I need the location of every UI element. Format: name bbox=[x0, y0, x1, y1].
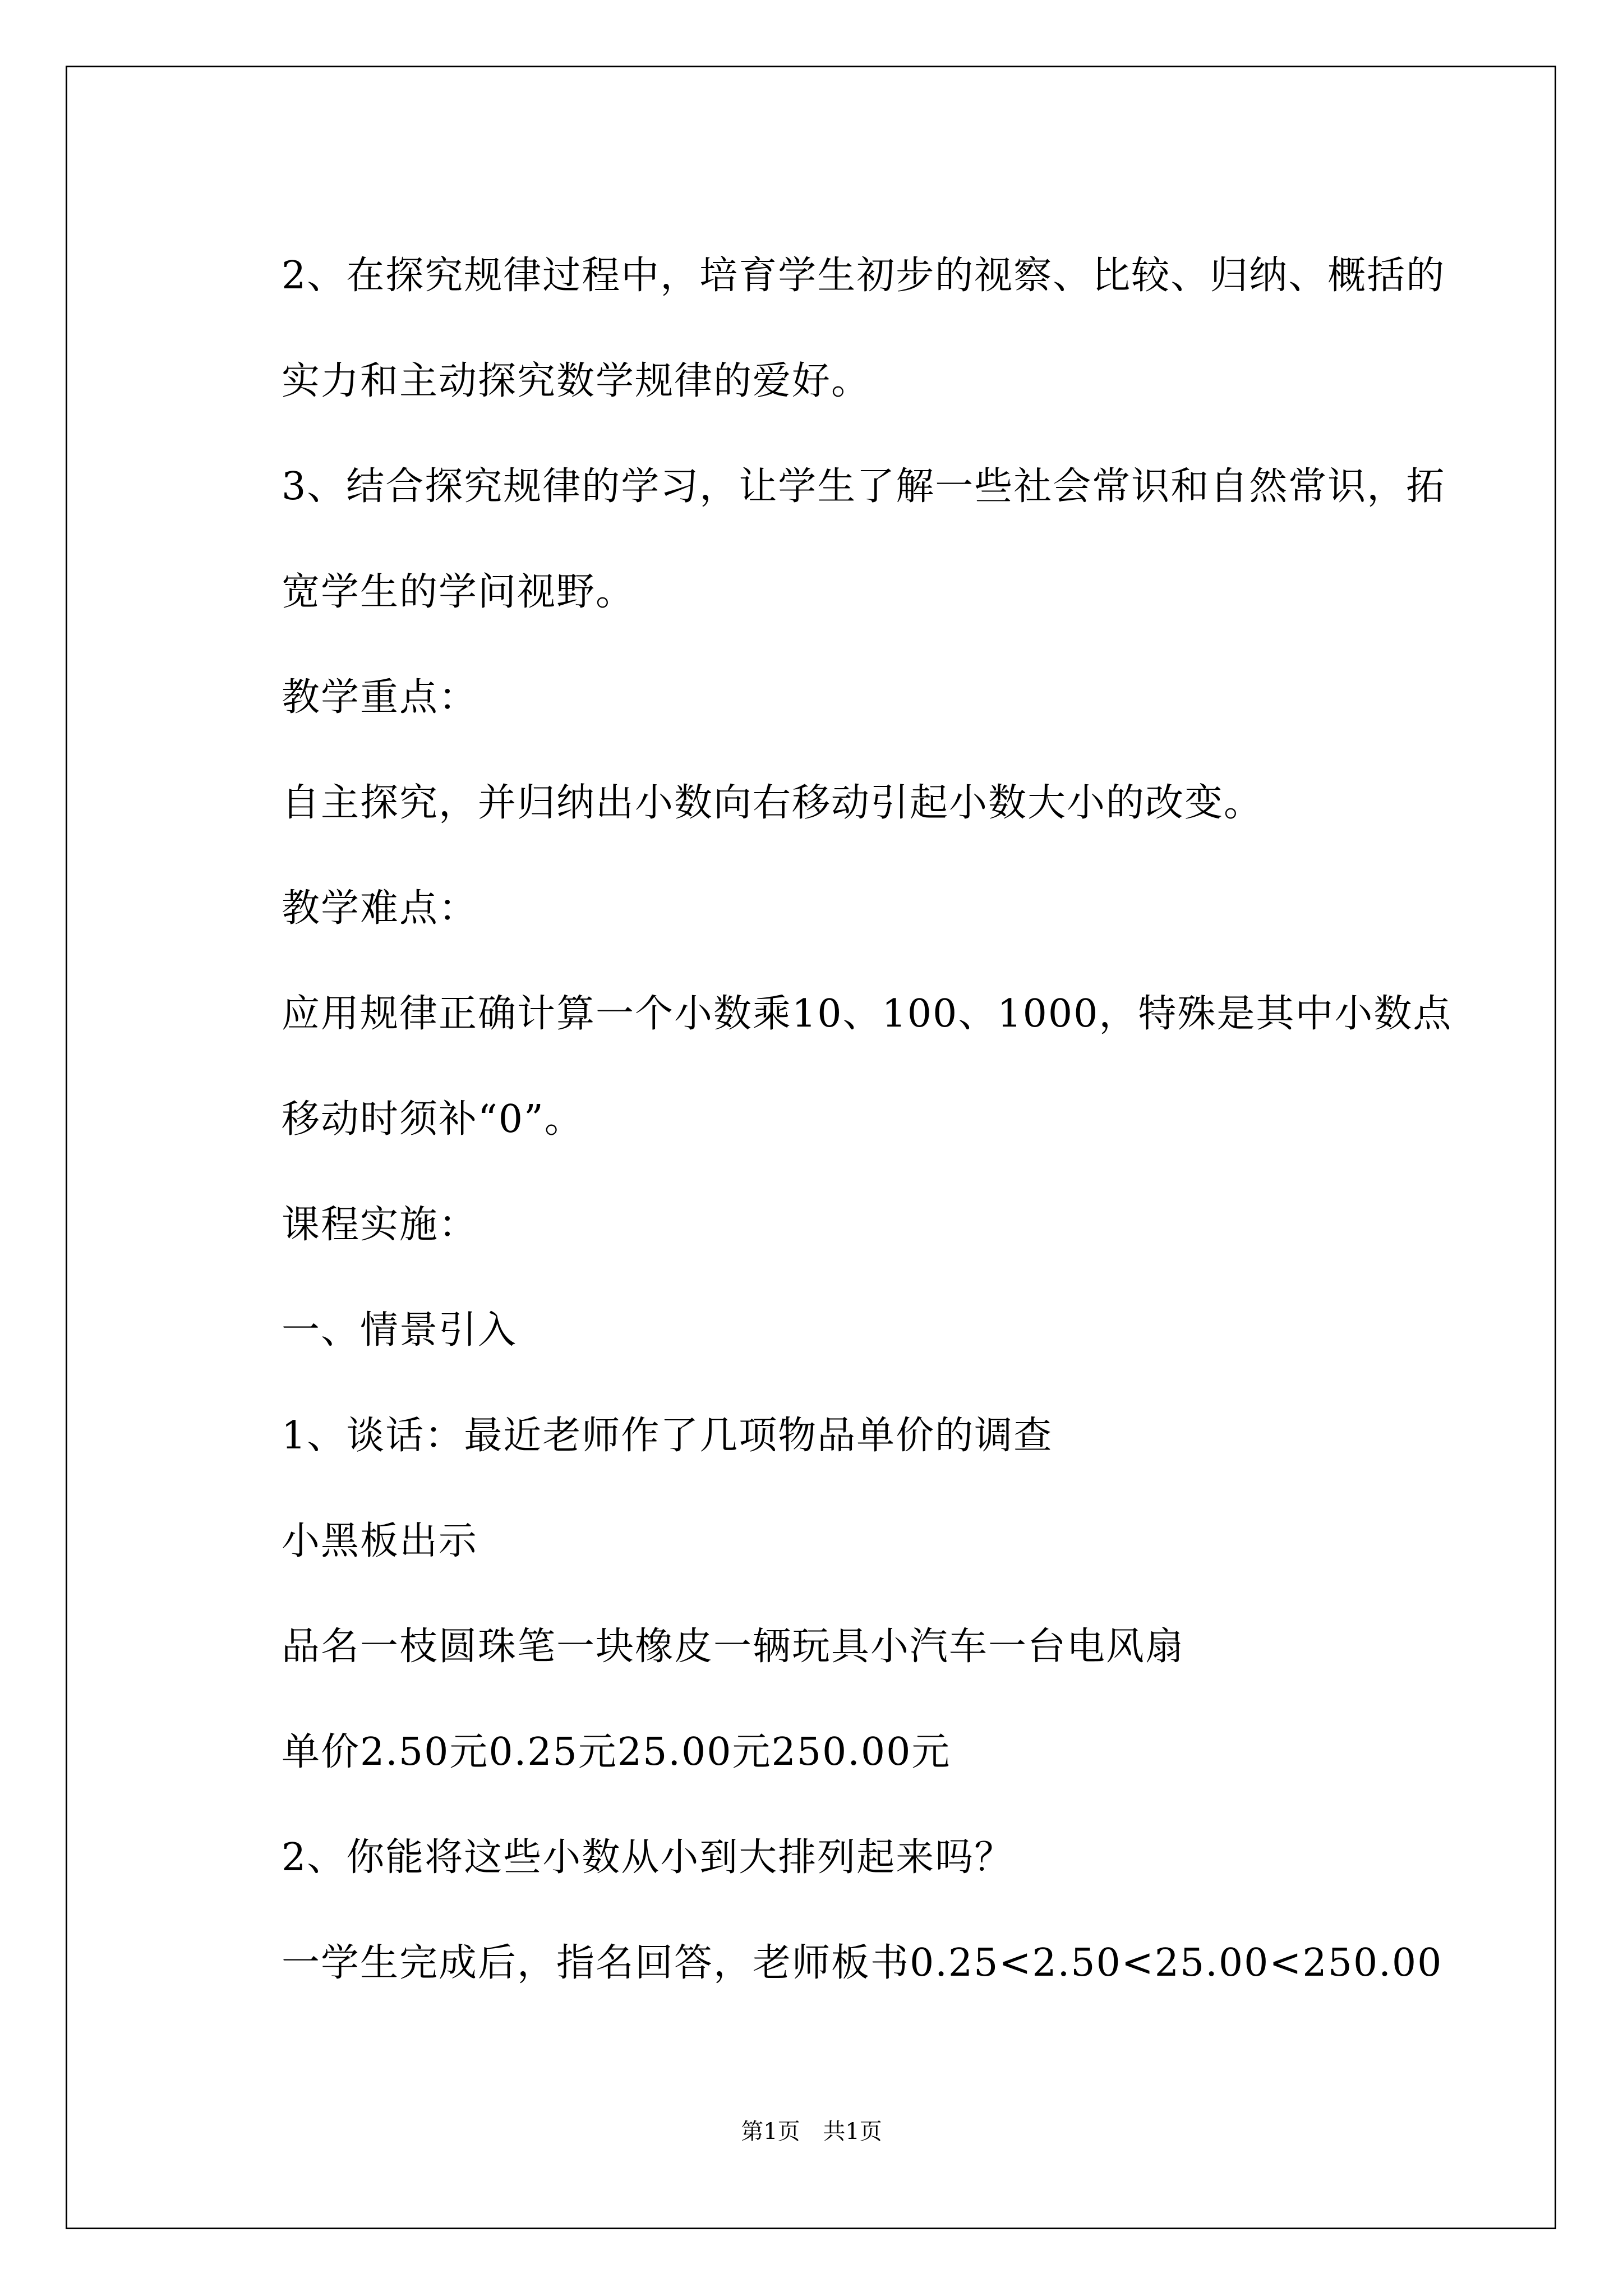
section-heading: 教学重点： bbox=[282, 675, 478, 720]
paragraph: 3、结合探究规律的学习，让学生了解一些社会常识和自然常识，拓宽学生的学问视野。 bbox=[282, 464, 1446, 614]
paragraph: 自主探究，并归纳出小数向右移动引起小数大小的改变。 bbox=[282, 781, 1264, 825]
paragraph: 1、谈话：最近老师作了几项物品单价的调查 bbox=[282, 1414, 1053, 1458]
paragraph: 品名一枝圆珠笔一块橡皮一辆玩具小汽车一台电风扇 bbox=[282, 1625, 1185, 1669]
paragraph: 单价2.50元0.25元25.00元250.00元 bbox=[282, 1730, 951, 1774]
paragraph: 小黑板出示 bbox=[282, 1519, 478, 1563]
section-heading: 一、情景引入 bbox=[282, 1308, 518, 1352]
paragraph: 2、你能将这些小数从小到大排列起来吗？ bbox=[282, 1835, 1014, 1880]
page-footer bbox=[0, 2115, 1623, 2148]
paragraph: 应用规律正确计算一个小数乘10、100、1000，特殊是其中小数点移动时须补“0”。 bbox=[282, 992, 1453, 1142]
section-heading: 课程实施： bbox=[282, 1203, 478, 1247]
paragraph: 2、在探究规律过程中，培育学生初步的视察、比较、归纳、概括的实力和主动探究数学规律的爱好。 bbox=[282, 254, 1446, 403]
page-total: 共1页 bbox=[823, 2119, 882, 2145]
paragraph: 一学生完成后，指名回答，老师板书0.25<2.50<25.00<250.00 bbox=[282, 1941, 1443, 1985]
document-body bbox=[200, 223, 1479, 2016]
page-number: 第1页 bbox=[741, 2119, 800, 2145]
section-heading: 教学难点： bbox=[282, 886, 478, 931]
